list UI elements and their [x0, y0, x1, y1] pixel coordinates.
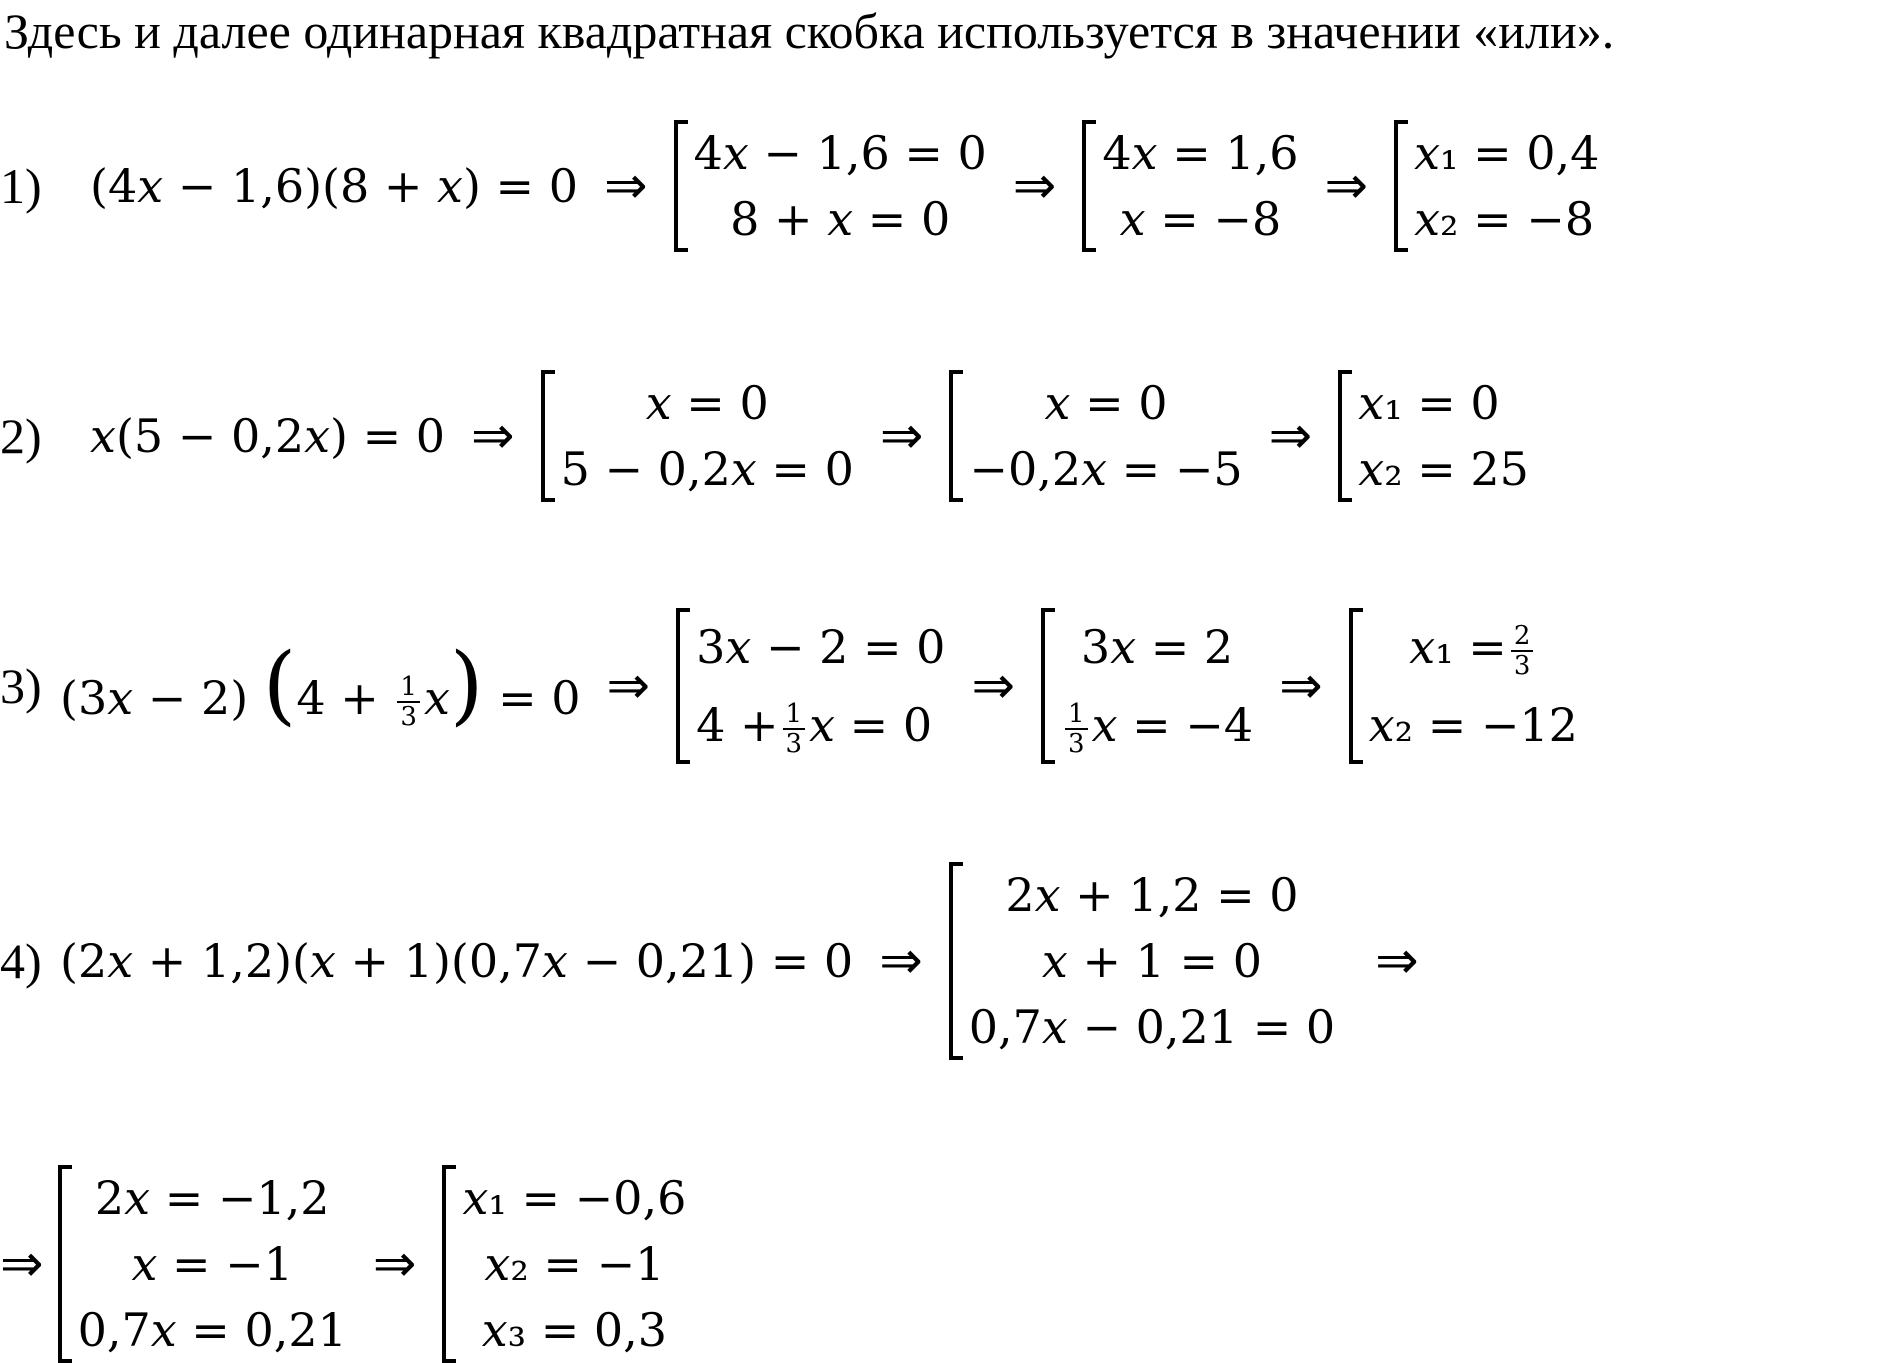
- system-line: 2𝑥 + 1,2 = 0: [1005, 868, 1299, 922]
- implies-arrow: ⇒: [971, 656, 1016, 716]
- system-line: 2𝑥 = −1,2: [94, 1171, 330, 1225]
- root-line: 𝑥₂ = 25: [1358, 442, 1529, 496]
- or-system: [541, 370, 854, 502]
- square-bracket: [1338, 370, 1352, 502]
- square-bracket: [674, 120, 688, 252]
- or-system: [1082, 120, 1298, 252]
- root-line: 𝑥₂ = −12: [1368, 698, 1578, 752]
- equation-number: 1): [0, 158, 42, 214]
- root-line: 𝑥₁ = $\frac{2}{3}$: [1409, 608, 1537, 686]
- equation-expression: [60, 634, 581, 735]
- implies-arrow: ⇒: [604, 156, 648, 216]
- square-bracket: [58, 1165, 72, 1363]
- system-line: 𝑥 + 1 = 0: [1041, 934, 1262, 988]
- square-bracket: [1394, 120, 1408, 252]
- square-bracket: [676, 608, 690, 764]
- fraction: $\frac{2}{3}$: [1511, 622, 1534, 680]
- system-line: 4𝑥 − 1,6 = 0: [693, 126, 987, 180]
- square-bracket: [1082, 120, 1096, 252]
- or-system: [1394, 120, 1599, 252]
- equation-2: [0, 370, 1529, 502]
- system-line: 0,7𝑥 − 0,21 = 0: [968, 1000, 1336, 1054]
- implies-arrow: ⇒: [879, 931, 923, 991]
- square-bracket: [1041, 608, 1055, 764]
- equation-expression: (4𝑥 − 1,6)(8 + 𝑥) = 0: [90, 159, 578, 213]
- equation-expression: (2𝑥 + 1,2)(𝑥 + 1)(0,7𝑥 − 0,21) = 0: [60, 934, 854, 988]
- implies-arrow: ⇒: [606, 656, 651, 716]
- factor: (3𝑥 − 2): [60, 670, 249, 725]
- system-line: 4𝑥 = 1,6: [1102, 126, 1299, 180]
- or-system: [1041, 608, 1253, 764]
- or-system: [949, 862, 1335, 1060]
- system-line: 3𝑥 − 2 = 0: [696, 620, 946, 674]
- left-paren: (: [262, 634, 297, 735]
- implies-arrow: ⇒: [372, 1234, 417, 1294]
- system-line: 4 + $\frac{1}{3}$ 𝑥 = 0: [696, 698, 933, 759]
- fraction: $\frac{1}{3}$: [1065, 700, 1088, 758]
- root-line: 𝑥₂ = −1: [484, 1237, 665, 1291]
- system-line: 𝑥 = 0: [1044, 376, 1168, 430]
- root-line: 𝑥₁ = 0: [1358, 376, 1500, 430]
- equation-number: 3): [0, 658, 42, 714]
- square-bracket: [949, 862, 963, 1060]
- system-line: −0,2𝑥 = −5: [969, 442, 1243, 496]
- system-line: 𝑥 = −8: [1119, 192, 1282, 246]
- system-line: $\frac{1}{3}$ 𝑥 = −4: [1061, 686, 1253, 764]
- or-system: [58, 1165, 347, 1363]
- equation-3: [0, 608, 1578, 764]
- or-system: [442, 1165, 686, 1363]
- fraction: $\frac{1}{3}$: [397, 673, 420, 731]
- equals-zero: = 0: [498, 670, 581, 725]
- or-system: [674, 120, 987, 252]
- equation-4: [0, 862, 1445, 1060]
- square-bracket: [1349, 608, 1363, 764]
- implies-arrow: ⇒: [1324, 156, 1369, 216]
- implies-arrow: ⇒: [1268, 406, 1313, 466]
- system-line: 3𝑥 = 2: [1080, 620, 1234, 674]
- equation-4-continued: [0, 1165, 686, 1363]
- factor-part: 4 +: [296, 670, 379, 725]
- or-system: [1349, 608, 1578, 764]
- equation-number: 4): [0, 933, 42, 989]
- intro-text: Здесь и далее одинарная квадратная скобка используется в значении «или».: [4, 3, 1615, 59]
- system-line: 8 + 𝑥 = 0: [730, 192, 951, 246]
- fraction: $\frac{1}{3}$: [783, 700, 806, 758]
- equation-expression: 𝑥(5 − 0,2𝑥) = 0: [90, 409, 446, 463]
- square-bracket: [949, 370, 963, 502]
- equation-1: [0, 120, 1599, 252]
- equation-number: 2): [0, 408, 42, 464]
- right-paren: ): [449, 634, 484, 735]
- factor-part: 𝑥: [423, 670, 450, 725]
- or-system: [1338, 370, 1529, 502]
- system-line: 5 − 0,2𝑥 = 0: [560, 442, 854, 496]
- implies-arrow: ⇒: [0, 1234, 44, 1294]
- system-line: 0,7𝑥 = 0,21: [77, 1303, 347, 1357]
- square-bracket: [442, 1165, 456, 1363]
- implies-arrow: ⇒: [1279, 656, 1323, 716]
- implies-arrow: ⇒: [471, 406, 515, 466]
- root-line: 𝑥₁ = −0,6: [462, 1171, 687, 1225]
- implies-arrow: ⇒: [1375, 931, 1419, 991]
- root-line: 𝑥₂ = −8: [1414, 192, 1595, 246]
- or-system: [949, 370, 1242, 502]
- implies-arrow: ⇒: [879, 406, 924, 466]
- implies-arrow: ⇒: [1012, 156, 1057, 216]
- root-line: 𝑥₃ = 0,3: [481, 1303, 668, 1357]
- system-line: 𝑥 = 0: [645, 376, 769, 430]
- or-system: [676, 608, 945, 764]
- square-bracket: [541, 370, 555, 502]
- system-line: 𝑥 = −1: [131, 1237, 293, 1291]
- root-line: 𝑥₁ = 0,4: [1414, 126, 1600, 180]
